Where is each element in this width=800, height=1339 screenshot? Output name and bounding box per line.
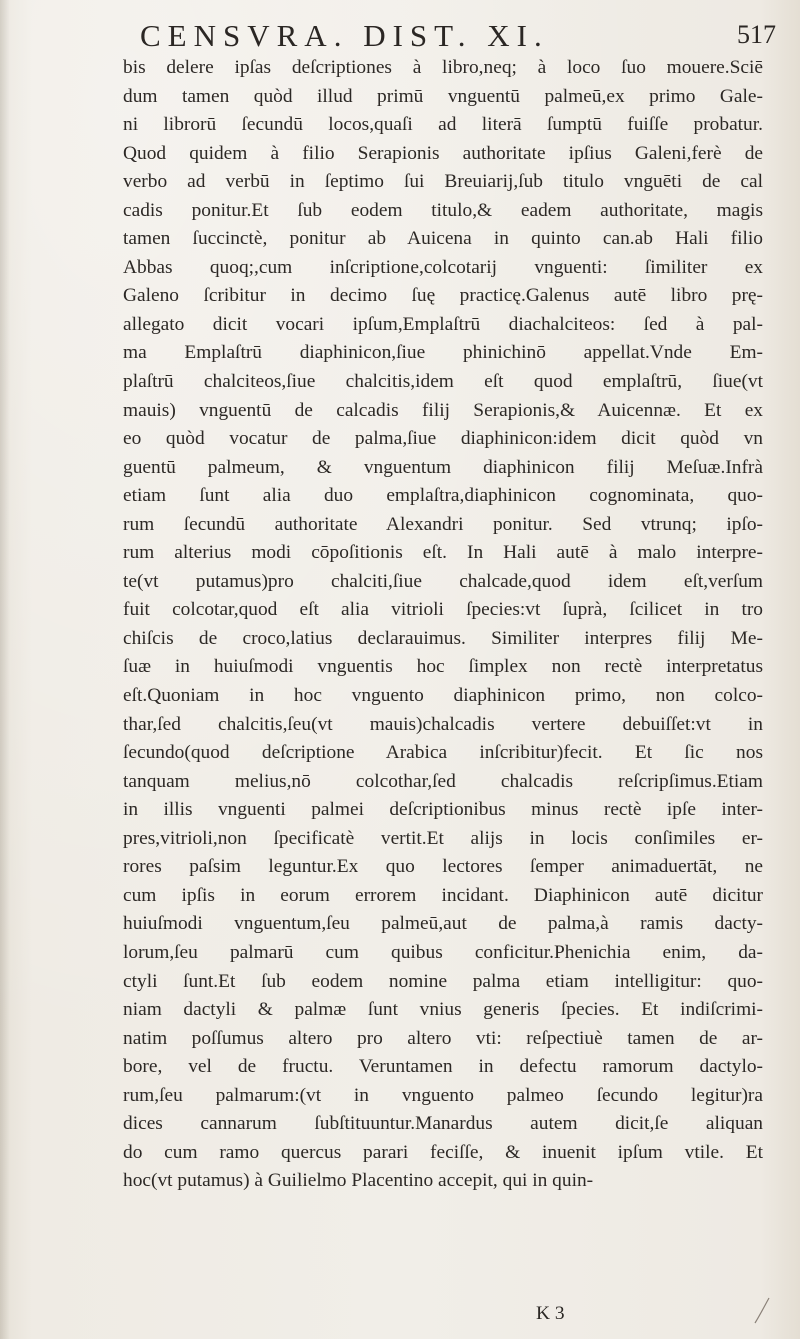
text-line: Galeno ſcribitur in decimo ſuę practicę.Galenus autē libro prę- [123,285,763,307]
text-line: chiſcis de croco,latius declarauimus. Similiter interpres filij Me- [123,627,763,649]
text-line: thar,ſed chalcitis,ſeu(vt mauis)chalcadis vertere debuiſſet:vt in [123,713,763,735]
text-line: eſt.Quoniam in hoc vnguento diaphinicon primo, non colco- [123,685,763,707]
text-line: ctyli ſunt.Et ſub eodem nomine palma etiam intelligitur: quo- [123,970,763,992]
text-line: natim poſſumus altero pro altero vti: reſpectiuè tamen de ar- [123,1027,763,1049]
pen-stroke-mark [752,1295,772,1325]
text-line: etiam ſunt alia duo emplaſtra,diaphinicon cognominata, quo- [123,485,763,507]
text-line: mauis) vnguentū de calcadis filij Serapionis,& Auicennæ. Et ex [123,399,763,421]
page-number: 517 [737,20,776,49]
text-line: pres,vitrioli,non ſpecificatè vertit.Et alijs in locis conſimiles er- [123,827,763,849]
text-line: Abbas quoq;,cum inſcriptione,colcotarij vnguenti: ſimiliter ex [123,256,763,278]
text-line: plaſtrū chalciteos,ſiue chalcitis,idem eſt quod emplaſtrū, ſiue(vt [123,371,763,393]
text-line: guentū palmeum, & vnguentum diaphinicon filij Meſuæ.Infrà [123,456,763,478]
text-line: bore, vel de fructu. Veruntamen in defectu ramorum dactylo- [123,1056,763,1078]
text-line: rum,ſeu palmarum:(vt in vnguento palmeo ſecundo legitur)ra [123,1084,763,1106]
text-line: eo quòd vocatur de palma,ſiue diaphinicon:idem dicit quòd vn [123,428,763,450]
running-title: CENSVRA. DIST. XI. [140,18,549,53]
text-line: in illis vnguenti palmei deſcriptionibus minus rectè ipſe inter- [123,799,763,821]
text-line: verbo ad verbū in ſeptimo ſui Breuiarij,ſub titulo vnguēti de cal [123,171,763,193]
text-line: rores paſsim leguntur.Ex quo lectores ſemper animaduertāt, ne [123,856,763,878]
text-line: niam dactyli & palmæ ſunt vnius generis ſpecies. Et indiſcrimi- [123,999,763,1021]
text-line: do cum ramo quercus parari feciſſe, & inuenit ipſum vtile. Et [123,1141,763,1163]
text-line: fuit colcotar,quod eſt alia vitrioli ſpecies:vt ſuprà, ſcilicet in tro [123,599,763,621]
body-text [123,54,763,1196]
text-line: ni librorū ſecundū locos,quaſi ad literā ſumptū fuiſſe probatur. [123,114,763,136]
text-line: te(vt putamus)pro chalciti,ſiue chalcade,quod idem eſt,verſum [123,570,763,592]
text-line: tanquam melius,nō colcothar,ſed chalcadis reſcripſimus.Etiam [123,770,763,792]
gutter-shadow [0,0,10,1339]
text-line: rum ſecundū authoritate Alexandri ponitur. Sed vtrunq; ipſo- [123,513,763,535]
text-line: rum alterius modi cōpoſitionis eſt. In Hali autē à malo interpre- [123,542,763,564]
signature-mark: K 3 [536,1303,565,1324]
text-line: ſuæ in huiuſmodi vnguentis hoc ſimplex non rectè interpretatus [123,656,763,678]
text-line: huiuſmodi vnguentum,ſeu palmeū,aut de palma,à ramis dacty- [123,913,763,935]
text-line: ſecundo(quod deſcriptione Arabica inſcribitur)fecit. Et ſic nos [123,742,763,764]
footer-catchwords [123,1303,763,1331]
text-line: cadis ponitur.Et ſub eodem titulo,& eadem authoritate, magis [123,199,763,221]
text-line: bis delere ipſas deſcriptiones à libro,neq; à loco ſuo mouere.Sciē [123,57,763,78]
text-line: hoc(vt putamus) à Guilielmo Placentino accepit, qui in quin- [123,1170,594,1192]
page-header [140,18,780,58]
text-line: ma Emplaſtrū diaphinicon,ſiue phinichinō appellat.Vnde Em- [123,342,763,364]
text-line: allegato dicit vocari ipſum,Emplaſtrū diachalciteos: ſed à pal- [123,313,763,335]
text-line: dum tamen quòd illud primū vnguentū palmeū,ex primo Gale- [123,85,763,107]
text-line: tamen ſuccinctè, ponitur ab Auicena in quinto can.ab Hali filio [123,228,763,250]
text-line: cum ipſis in eorum errorem incidant. Diaphinicon autē dicitur [123,884,763,906]
text-line: Quod quidem à filio Serapionis authoritate ipſius Galeni,ferè de [123,142,763,164]
text-line: lorum,ſeu palmarū cum quibus conficitur.Phenichia enim, da- [123,941,763,963]
text-line: dices cannarum ſubſtituuntur.Manardus autem dicit,ſe aliquan [123,1113,763,1135]
